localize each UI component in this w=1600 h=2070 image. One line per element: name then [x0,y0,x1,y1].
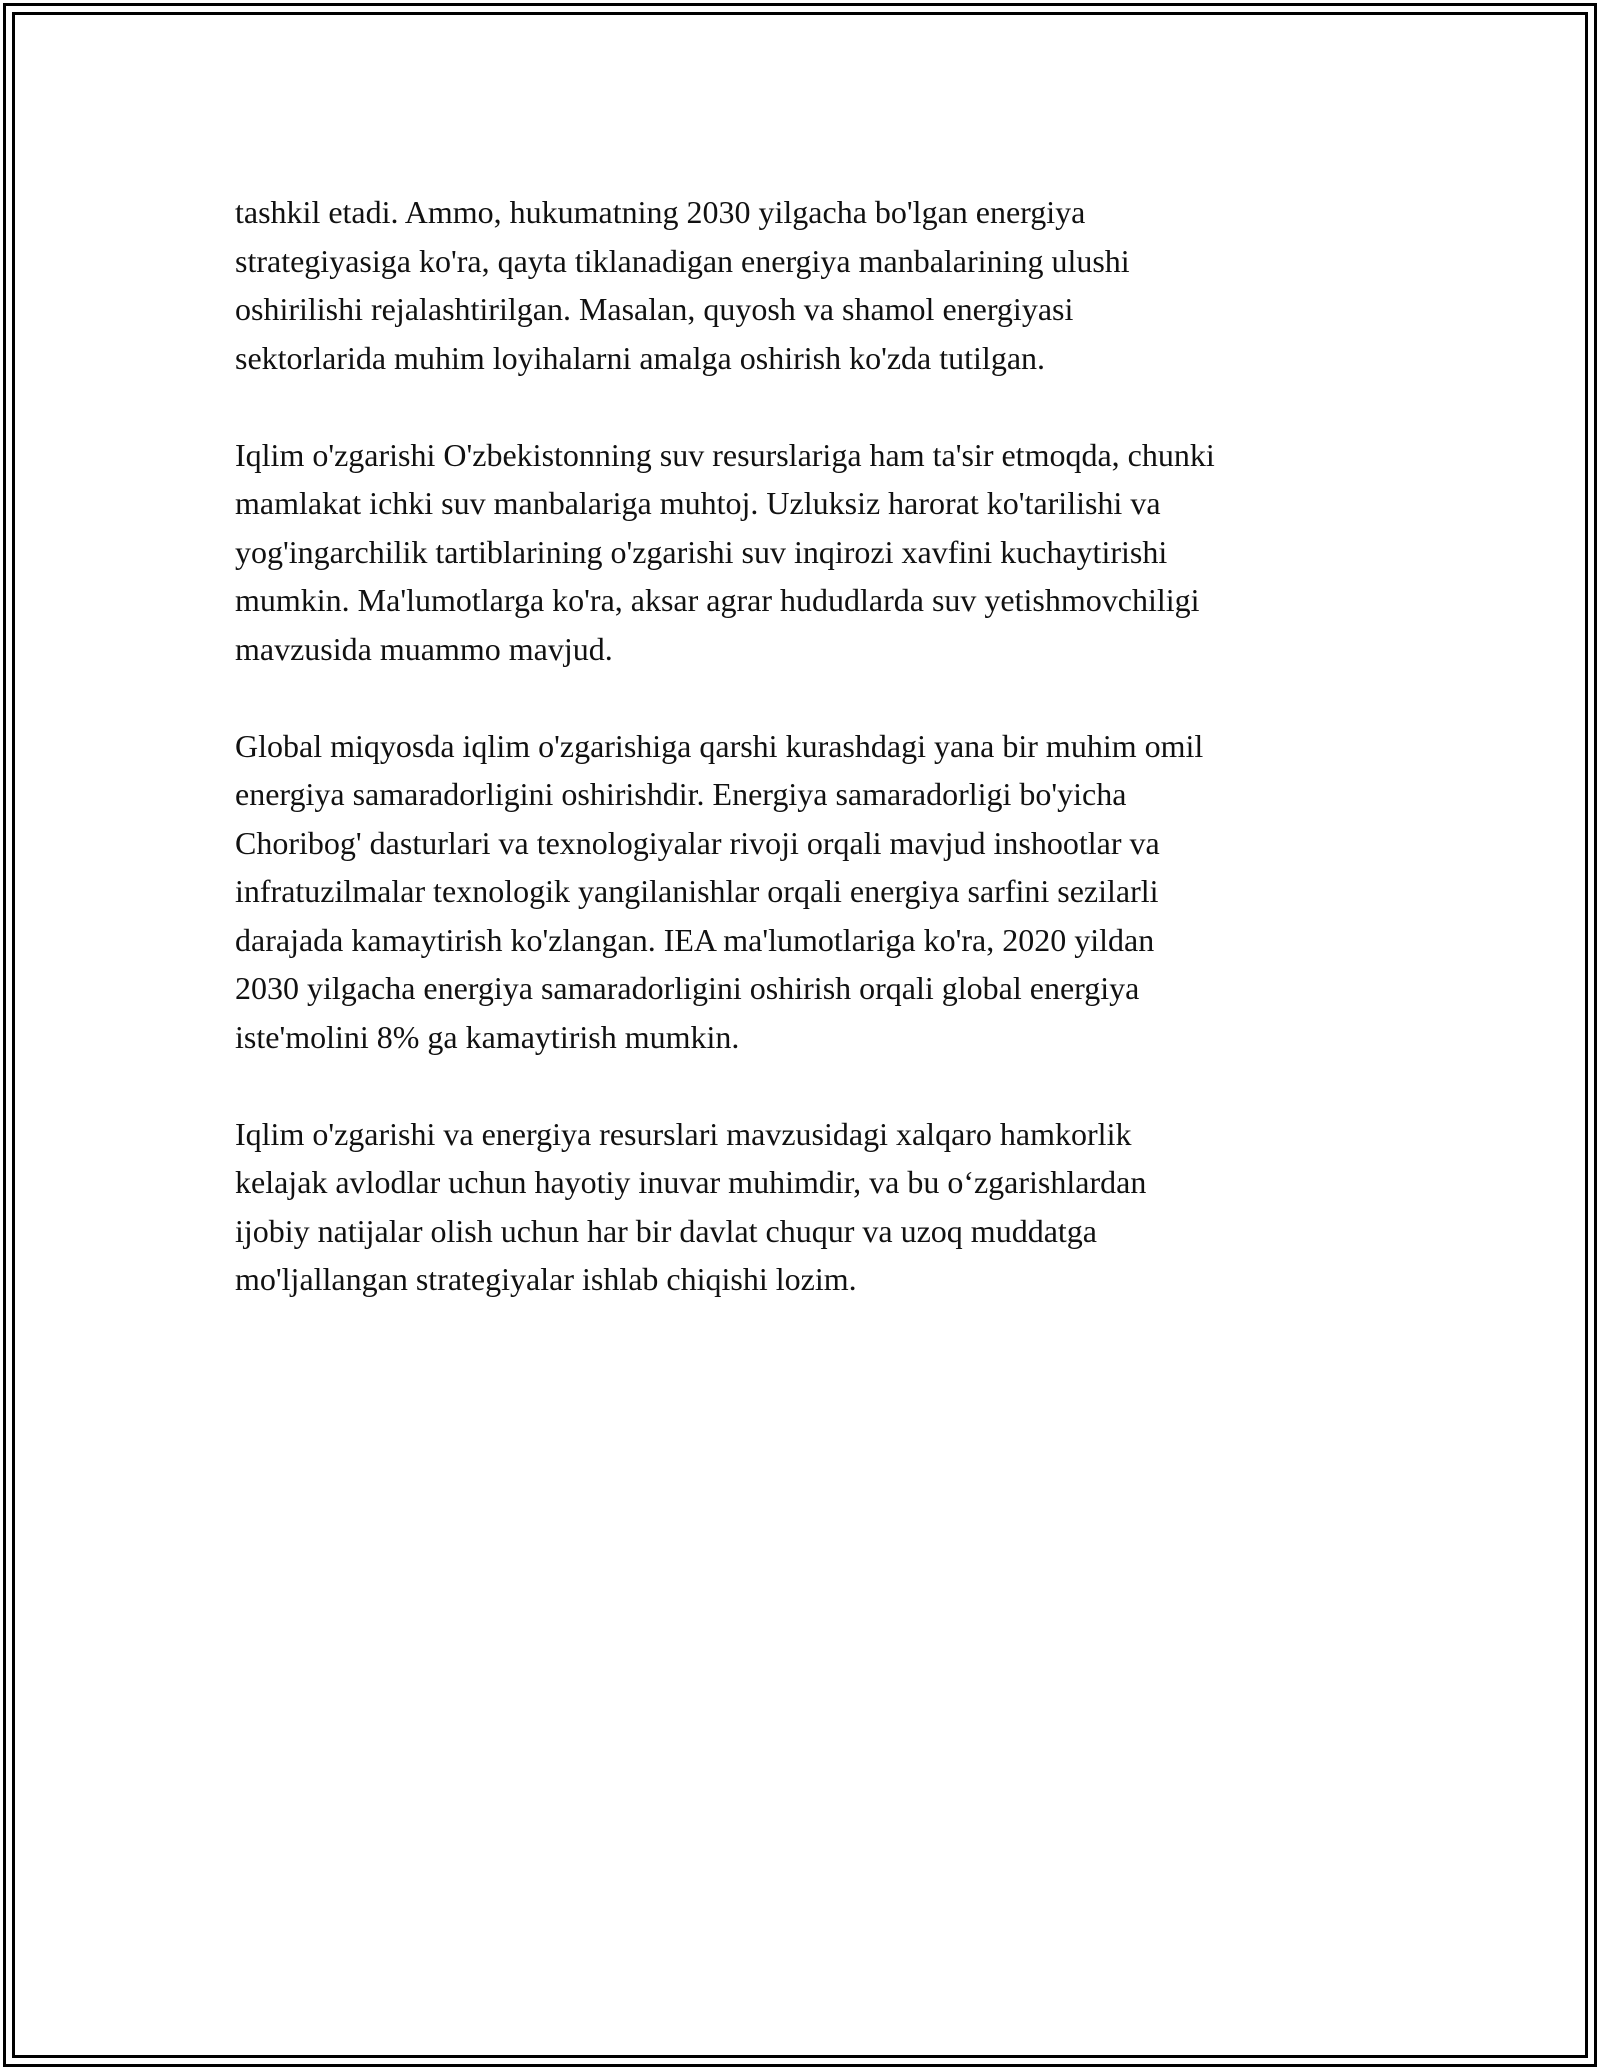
text-line: ijobiy natijalar olish uchun har bir davlat chuqur va uzoq muddatga [235,1212,1097,1249]
text-line: mumkin. Ma'lumotlarga ko'ra, aksar agrar hududlarda suv yetishmovchiligi [235,582,1200,618]
text-line: kelajak avlodlar uchun hayotiy inuvar muhimdir, va bu o‘zgarishlardan [235,1164,1147,1200]
text-line: Iqlim o'zgarishi va energiya resurslari mavzusidagi xalqaro hamkorlik [235,1115,1132,1152]
paragraph-2 [235,431,1375,674]
text-line: Choribog' dasturlari va texnologiyalar rivoji orqali mavjud inshootlar va [235,824,1160,861]
text-line: 2030 yilgacha energiya samaradorligini oshirish orqali global energiya [235,970,1140,1006]
paragraph-3 [235,722,1375,1062]
paragraph-4 [235,1110,1375,1304]
text-line: energiya samaradorligini oshirishdir. Energiya samaradorligi bo'yicha [235,776,1127,812]
text-line: tashkil etadi. Ammo, hukumatning 2030 yilgacha bo'lgan energiya [235,194,1086,230]
text-line: sektorlarida muhim loyihalarni amalga oshirish ko'zda tutilgan. [235,339,1046,376]
text-line: Iqlim o'zgarishi O'zbekistonning suv resurslariga ham ta'sir etmoqda, chunki [235,436,1215,473]
text-line: mavzusida muammo mavjud. [235,630,613,667]
text-line: mamlakat ichki suv manbalariga muhtoj. Uzluksiz harorat ko'tarilishi va [235,485,1161,521]
text-line: oshirilishi rejalashtirilgan. Masalan, quyosh va shamol energiyasi [235,291,1074,327]
text-line: strategiyasiga ko'ra, qayta tiklanadigan energiya manbalarining ulushi [235,242,1130,279]
text-line: infratuzilmalar texnologik yangilanishlar orqali energiya sarfini sezilarli [235,873,1159,909]
text-line: darajada kamaytirish ko'zlangan. IEA ma'lumotlariga ko'ra, 2020 yildan [235,921,1155,958]
text-line: yog'ingarchilik tartiblarining o'zgarishi suv inqirozi xavfini kuchaytirishi [235,533,1168,570]
paragraph-1 [235,188,1375,382]
text-line: iste'molini 8% ga kamaytirish mumkin. [235,1018,740,1055]
document-body [235,188,1375,1352]
text-line: mo'ljallangan strategiyalar ishlab chiqishi lozim. [235,1261,857,1297]
text-line: Global miqyosda iqlim o'zgarishiga qarshi kurashdagi yana bir muhim omil [235,727,1204,764]
